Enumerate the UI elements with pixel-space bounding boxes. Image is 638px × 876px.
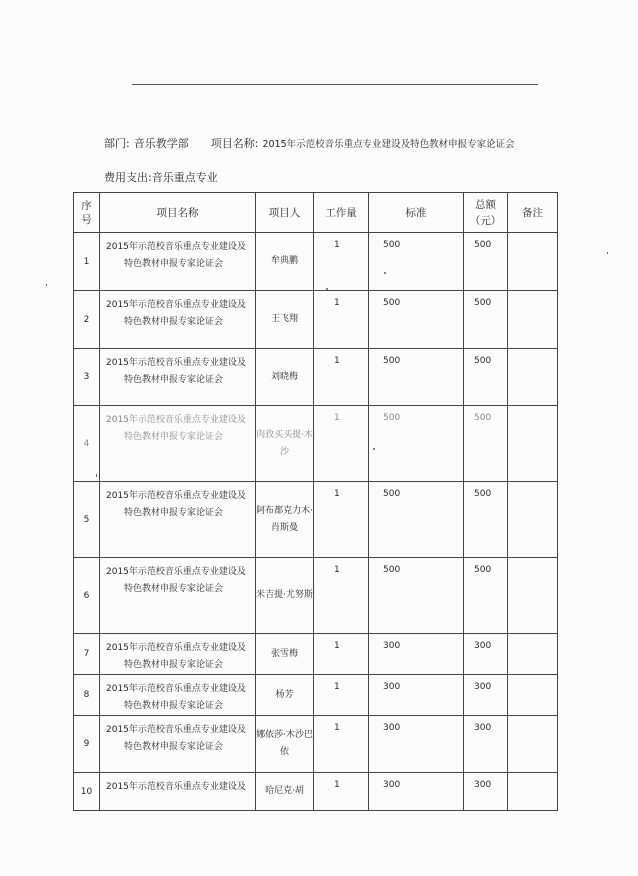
project-name-line-2: 特色教材申报专家论证会 <box>124 508 224 518</box>
workload-cell <box>314 233 369 291</box>
workload-value: 1 <box>334 723 340 733</box>
workload-value: 1 <box>334 240 340 250</box>
col-header-name: 项目名称 <box>100 193 256 233</box>
table-row <box>74 558 558 634</box>
note-cell <box>508 406 558 482</box>
amount-value: 500 <box>474 565 492 575</box>
header-rule <box>132 84 538 85</box>
project-name-line-2: 特色教材申报专家论证会 <box>124 317 224 327</box>
workload-value: 1 <box>334 413 340 423</box>
project-person: 刘晓梅 <box>256 349 314 406</box>
standard-value: 300 <box>383 682 401 692</box>
amount-value: 500 <box>474 413 492 423</box>
project-name-cell <box>100 675 256 716</box>
project-value: 2015年示范校音乐重点专业建设及特色教材申报专家论证会 <box>262 139 515 150</box>
table-row <box>74 773 558 811</box>
row-number: 4 <box>74 406 100 482</box>
note-cell <box>508 634 558 675</box>
project-person: 哈尼克·胡 <box>256 773 314 811</box>
row-number: 8 <box>74 675 100 716</box>
amount-value: 500 <box>474 240 492 250</box>
table-row <box>74 233 558 291</box>
amount-cell <box>464 558 508 634</box>
workload-cell <box>314 291 369 349</box>
project-name-line-1: 2015年示范校音乐重点专业建设及 <box>106 567 246 577</box>
workload-cell <box>314 406 369 482</box>
project-name-line-1: 2015年示范校音乐重点专业建设及 <box>106 415 246 425</box>
project-name-line-1: 2015年示范校音乐重点专业建设及 <box>106 643 246 653</box>
scan-speck <box>46 284 47 286</box>
row-number: 5 <box>74 482 100 558</box>
amount-value: 300 <box>474 780 492 790</box>
scan-speck <box>326 288 328 290</box>
project-person: 王飞翔 <box>256 291 314 349</box>
note-cell <box>508 233 558 291</box>
amount-value: 500 <box>474 356 492 366</box>
col-header-note: 备注 <box>508 193 558 233</box>
note-cell <box>508 716 558 773</box>
note-cell <box>508 773 558 811</box>
workload-cell <box>314 773 369 811</box>
dept-value: 音乐教学部 <box>133 137 189 150</box>
workload-cell <box>314 349 369 406</box>
workload-cell <box>314 675 369 716</box>
project-name-line-1: 2015年示范校音乐重点专业建设及 <box>106 491 246 501</box>
project-name-line-2: 特色教材申报专家论证会 <box>124 584 224 594</box>
row-number: 7 <box>74 634 100 675</box>
scan-speck <box>96 474 97 477</box>
project-person: 米吉提·尤努斯 <box>256 558 314 634</box>
amount-value: 500 <box>474 489 492 499</box>
project-name-cell <box>100 773 256 811</box>
col-header-std: 标准 <box>369 193 464 233</box>
row-number: 1 <box>74 233 100 291</box>
project-name-line-2: 特色教材申报专家论证会 <box>124 259 224 269</box>
project-name-cell <box>100 482 256 558</box>
workload-cell <box>314 634 369 675</box>
table-header-row <box>74 193 558 233</box>
project-name-line-2: 特色教材申报专家论证会 <box>124 701 224 711</box>
workload-value: 1 <box>334 356 340 366</box>
note-cell <box>508 675 558 716</box>
row-number: 10 <box>74 773 100 811</box>
standard-value: 500 <box>383 413 401 423</box>
col-header-no: 序号 <box>74 193 100 233</box>
project-person: 杨芳 <box>256 675 314 716</box>
standard-cell <box>369 291 464 349</box>
amount-cell <box>464 773 508 811</box>
project-name-line-1: 2015年示范校音乐重点专业建设及 <box>106 242 246 252</box>
table-row <box>74 291 558 349</box>
col-header-qty: 工作量 <box>314 193 369 233</box>
standard-value: 500 <box>383 356 401 366</box>
workload-cell <box>314 482 369 558</box>
note-cell <box>508 558 558 634</box>
amount-value: 300 <box>474 682 492 692</box>
project-name-line-2: 特色教材申报专家论证会 <box>124 742 224 752</box>
dept-label: 部门: <box>104 137 130 150</box>
standard-cell <box>369 233 464 291</box>
workload-value: 1 <box>334 565 340 575</box>
standard-value: 500 <box>383 298 401 308</box>
amount-cell <box>464 291 508 349</box>
amount-cell <box>464 482 508 558</box>
amount-cell <box>464 675 508 716</box>
note-cell <box>508 291 558 349</box>
project-person: 牟典鹏 <box>256 233 314 291</box>
standard-value: 300 <box>383 641 401 651</box>
standard-cell <box>369 406 464 482</box>
row-number: 6 <box>74 558 100 634</box>
table-row <box>74 675 558 716</box>
project-name-cell <box>100 291 256 349</box>
workload-value: 1 <box>334 489 340 499</box>
project-name-line-1: 2015年示范校音乐重点专业建设及 <box>106 684 246 694</box>
scan-speck <box>607 252 608 254</box>
project-person: 张雪梅 <box>256 634 314 675</box>
workload-value: 1 <box>334 298 340 308</box>
standard-cell <box>369 558 464 634</box>
expense-table <box>73 192 558 811</box>
standard-cell <box>369 716 464 773</box>
workload-value: 1 <box>334 641 340 651</box>
project-name-line-1: 2015年示范校音乐重点专业建设及 <box>106 358 246 368</box>
project-name-line-2: 特色教材申报专家论证会 <box>124 660 224 670</box>
amount-value: 500 <box>474 298 492 308</box>
col-header-amount: 总额（元） <box>464 193 508 233</box>
project-name-cell <box>100 233 256 291</box>
standard-cell <box>369 773 464 811</box>
standard-value: 500 <box>383 489 401 499</box>
project-person: 肉孜买买提·木沙 <box>256 406 314 482</box>
table-row <box>74 482 558 558</box>
row-number: 3 <box>74 349 100 406</box>
expense-value: 音乐重点专业 <box>151 171 218 184</box>
amount-cell <box>464 233 508 291</box>
amount-value: 300 <box>474 723 492 733</box>
workload-cell <box>314 558 369 634</box>
note-cell <box>508 349 558 406</box>
standard-value: 300 <box>383 780 401 790</box>
project-name-line-1: 2015年示范校音乐重点专业建设及 <box>106 725 246 735</box>
project-person: 阿布都克力木·肖斯曼 <box>256 482 314 558</box>
row-number: 9 <box>74 716 100 773</box>
project-name-cell <box>100 634 256 675</box>
project-name-line-1: 2015年示范校音乐重点专业建设及 <box>106 300 246 310</box>
standard-value: 500 <box>383 240 401 250</box>
document-header-line <box>104 135 515 151</box>
project-label: 项目名称: <box>210 137 259 150</box>
amount-cell <box>464 406 508 482</box>
standard-cell <box>369 482 464 558</box>
workload-value: 1 <box>334 682 340 692</box>
standard-cell <box>369 675 464 716</box>
table-row <box>74 634 558 675</box>
table-row <box>74 406 558 482</box>
project-name-cell <box>100 558 256 634</box>
table-row <box>74 716 558 773</box>
project-person: 娜依莎·木沙巴依 <box>256 716 314 773</box>
expense-label: 费用支出: <box>104 171 152 184</box>
project-name-cell <box>100 406 256 482</box>
workload-value: 1 <box>334 780 340 790</box>
row-number: 2 <box>74 291 100 349</box>
standard-value: 500 <box>383 565 401 575</box>
amount-cell <box>464 716 508 773</box>
amount-cell <box>464 634 508 675</box>
project-name-cell <box>100 716 256 773</box>
expense-line <box>104 169 218 185</box>
col-header-person: 项目人 <box>256 193 314 233</box>
table-row <box>74 349 558 406</box>
note-cell <box>508 482 558 558</box>
project-name-line-1: 2015年示范校音乐重点专业建设及 <box>106 782 246 792</box>
scan-speck <box>373 448 375 450</box>
standard-cell <box>369 634 464 675</box>
standard-value: 300 <box>383 723 401 733</box>
project-name-line-2: 特色教材申报专家论证会 <box>124 432 224 442</box>
project-name-cell <box>100 349 256 406</box>
workload-cell <box>314 716 369 773</box>
scan-speck <box>384 272 386 274</box>
project-name-line-2: 特色教材申报专家论证会 <box>124 375 224 385</box>
amount-value: 300 <box>474 641 492 651</box>
standard-cell <box>369 349 464 406</box>
amount-cell <box>464 349 508 406</box>
